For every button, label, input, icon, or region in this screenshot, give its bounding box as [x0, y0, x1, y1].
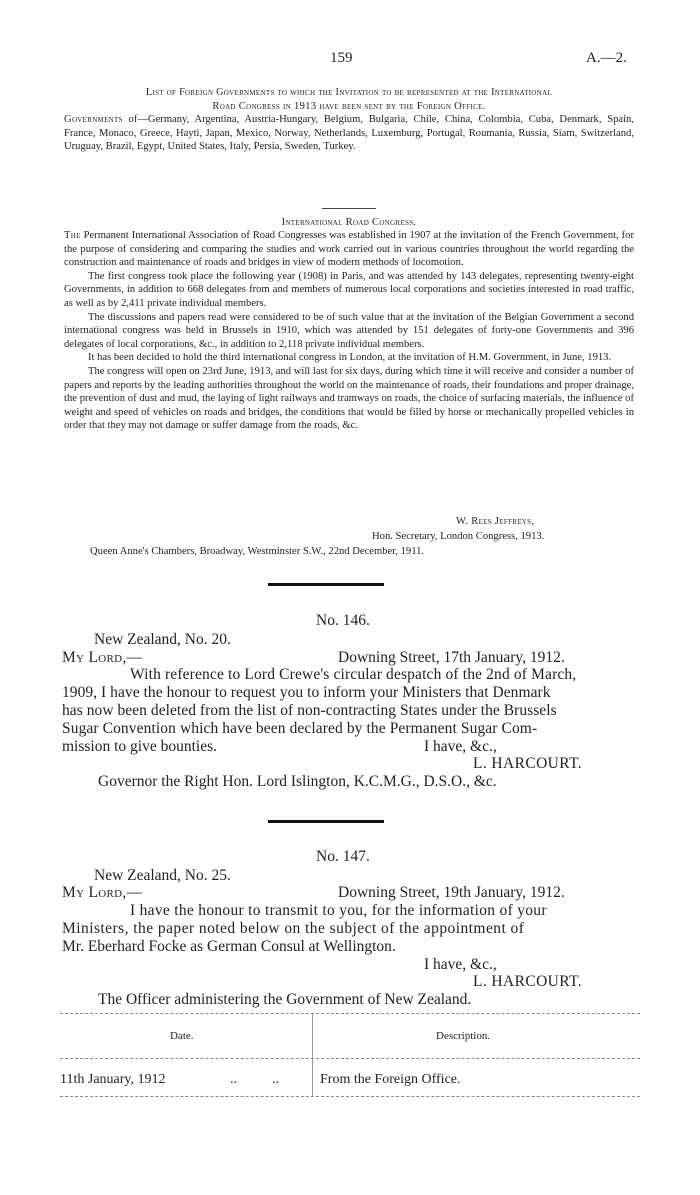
- despatch-147-line-1: I have the honour to transmit to you, for the information of your: [130, 902, 547, 919]
- list-title-line-1: List of Foreign Governments to which the Invitation to be represented at the International: [145, 87, 553, 98]
- congress-paragraph-5: The congress will open on 23rd June, 1913, and will last for six days, during which time it will receive and consider a number of papers and reports by the leading authorities throughout the world on the maintenance of roads, their foundations and proper drainage, the prevention of dust and mud, the laying of light railways and tramways on roads, the choice of surfacing materials, the influence of weight and speed of vehicles on roads and bridges, the conditions that would be filled by horse or mechanically propelled vehicles in order that they may not damage or suffer damage from the roads, &c.: [64, 365, 634, 432]
- governments-list: [64, 113, 634, 154]
- despatch-147-ref: New Zealand, No. 25.: [94, 867, 231, 884]
- list-title-line-2: Road Congress in 1913 have been sent by the Foreign Office.: [212, 100, 486, 112]
- table-column-divider: [312, 1013, 313, 1096]
- despatch-147-addressee: The Officer administering the Government of New Zealand.: [98, 991, 472, 1008]
- despatch-146-place-date: Downing Street, 17th January, 1912.: [338, 649, 565, 666]
- despatch-147-salutation: My Lord,—: [62, 884, 143, 901]
- list-title: [64, 86, 634, 113]
- despatch-147-signature: L. HARCOURT.: [473, 973, 583, 990]
- despatch-146-closing: I have, &c.,: [424, 738, 497, 755]
- congress-body: [64, 229, 634, 433]
- congress-paragraph-3: The discussions and papers read were considered to be of such value that at the invitation of the Belgian Government a second international congress was held in Brussels in 1910, which was attended by 151 delegates of forty-one Governments and 396 delegates of local corporations, &c., in addition to 2,118 private individual members.: [64, 311, 634, 350]
- table-cell-leaders: .. ..: [230, 1072, 279, 1087]
- despatch-146-addressee: Governor the Right Hon. Lord Islington, K.C.M.G., D.S.O., &c.: [98, 773, 497, 790]
- despatch-146-line-1: With reference to Lord Crewe's circular despatch of the 2nd of March,: [130, 666, 577, 683]
- congress-signatory: W. Rees Jeffreys,: [456, 516, 535, 527]
- despatch-147-number: No. 147.: [316, 848, 370, 865]
- despatch-146-ref: New Zealand, No. 20.: [94, 631, 231, 648]
- section-bar: [268, 820, 384, 823]
- page-number: 159: [330, 50, 353, 66]
- table-top-rule: [60, 1013, 640, 1014]
- congress-paragraph-4: It has been decided to hold the third international congress in London, at the invitation of H.M. Government, in June, 1913.: [88, 352, 612, 364]
- despatch-146-salutation: My Lord,—: [62, 649, 143, 666]
- congress-address: Queen Anne's Chambers, Broadway, Westminster S.W., 22nd December, 1911.: [90, 546, 425, 557]
- table-cell-description: From the Foreign Office.: [320, 1072, 461, 1087]
- congress-heading: International Road Congress.: [281, 217, 417, 228]
- despatch-147-place-date: Downing Street, 19th January, 1912.: [338, 884, 565, 901]
- governments-label: Governments: [64, 114, 123, 125]
- congress-lead-word: The: [64, 230, 81, 241]
- despatch-147-closing: I have, &c.,: [424, 956, 497, 973]
- despatch-146-signature: L. HARCOURT.: [473, 755, 583, 772]
- table-header-date: Date.: [170, 1030, 194, 1042]
- congress-paragraph-1-text: Permanent International Association of Road Congresses was established in 1907 at the invitation of the French Government, for the purpose of considering and comparing the studies and work carried out in various countries throughout the world regarding the construction and maintenance of roads and bridges in view of modern methods of locomotion.: [64, 230, 634, 269]
- table-cell-date: 11th January, 1912: [60, 1072, 166, 1087]
- despatch-146-line-5: mission to give bounties.: [62, 738, 217, 755]
- despatch-146-line-2: 1909, I have the honour to request you to inform your Ministers that Denmark: [62, 684, 551, 701]
- despatch-147-line-3: Mr. Eberhard Focke as German Consul at Wellington.: [62, 938, 396, 955]
- despatch-146-line-4: Sugar Convention which have been declared by the Permanent Sugar Com-: [62, 720, 538, 737]
- congress-paragraph-1: [64, 229, 634, 270]
- governments-text: of—Germany, Argentina, Austria-Hungary, Belgium, Bulgaria, Chile, China, Colombia, Cuba, Denmark, Spain, France, Monaco, Greece, Hayti, Japan, Mexico, Norway, Netherlands, Luxemburg, Portugal, Roumania, Russia, Siam, Switzerland, Uruguay, Brazil, Egypt, United States, Italy, Persia, Sweden, Turkey.: [64, 114, 634, 153]
- section-bar: [268, 583, 384, 586]
- table-header-rule: [60, 1058, 640, 1059]
- congress-signatory-title: Hon. Secretary, London Congress, 1913.: [372, 531, 545, 542]
- despatch-146-number: No. 146.: [316, 612, 370, 629]
- congress-paragraph-2: The first congress took place the following year (1908) in Paris, and was attended by 143 delegates, representing twenty-eight Governments, in addition to 668 delegates from and members of numerous local corporations and societies interested in road traffic, as well as by 2,411 private individual members.: [64, 270, 634, 309]
- despatch-147-line-2: Ministers, the paper noted below on the subject of the appointment of: [62, 920, 525, 937]
- table-bottom-rule: [60, 1096, 640, 1097]
- section-divider: [322, 208, 376, 209]
- table-header-description: Description.: [436, 1030, 491, 1042]
- paper-reference: A.—2.: [586, 50, 627, 66]
- despatch-146-line-3: has now been deleted from the list of non-contracting States under the Brussels: [62, 702, 557, 719]
